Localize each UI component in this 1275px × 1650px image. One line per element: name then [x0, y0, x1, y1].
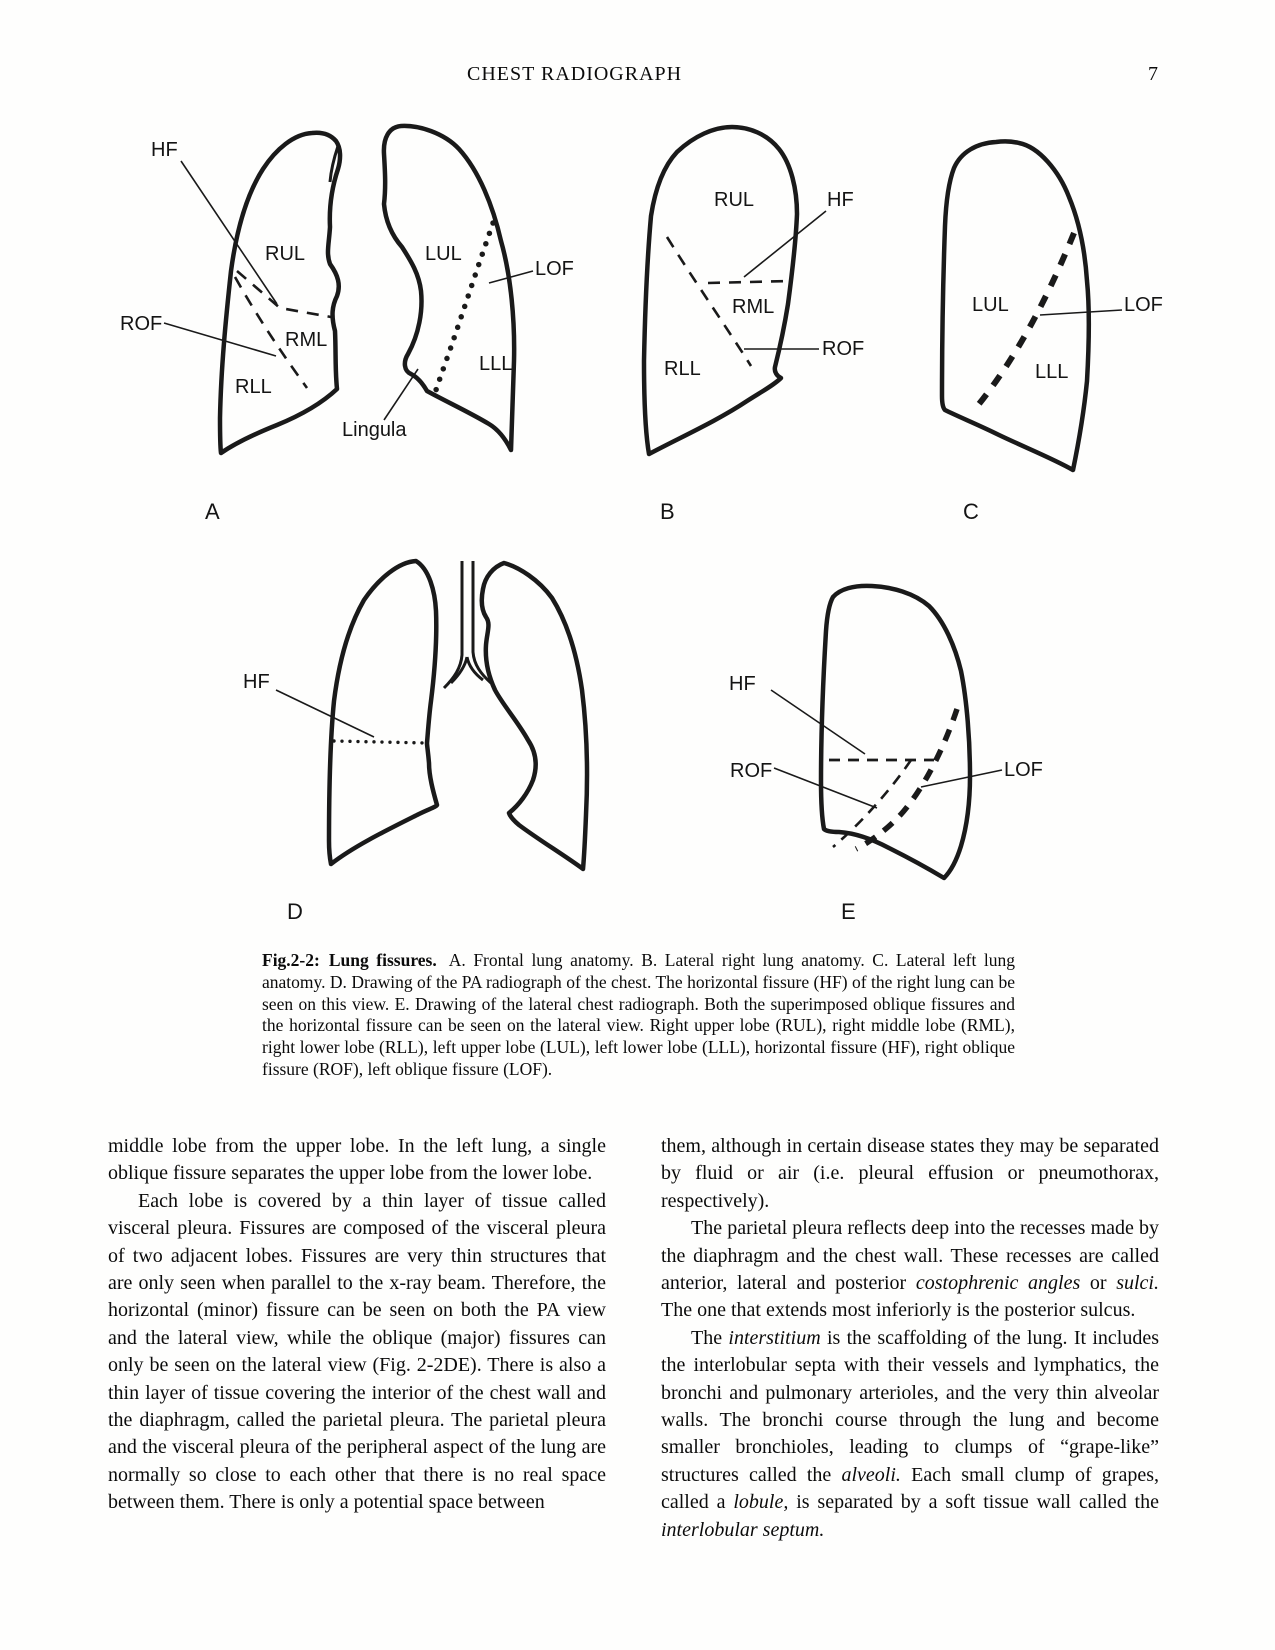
page-number: 7	[1148, 63, 1158, 85]
panel-e-label-rof: ROF	[730, 760, 773, 782]
trachea-left-line	[444, 561, 462, 688]
panel-a-label-rof: ROF	[120, 313, 163, 335]
panel-c-letter: C	[963, 499, 979, 524]
panel-c-drawing	[890, 120, 1145, 510]
figure-caption-text: A. Frontal lung anatomy. B. Lateral right lung anatomy. C. Lateral left lung anatomy. D. Drawing of the PA radiograph of the chest. The horizontal fissure (HF) of the right lung can be seen on this view. E. Drawing of the lateral chest radiograph. Both the superimposed oblique fissures and the horizontal fissure can be seen on the lateral view. Right upper lobe (RUL), right middle lobe (RML), right lower lobe (RLL), left upper lobe (LUL), left lower lobe (LLL), horizontal fissure (HF), right oblique fissure (ROF), left oblique fissure (LOF).	[262, 950, 1015, 1079]
figure-caption-title: Lung fissures.	[328, 950, 437, 970]
panel-e-drawing	[775, 555, 1010, 890]
body-paragraph: The interstitium is the scaffolding of the lung. It includes the interlobular septa with their vessels and lymphatics, the bronchi and pulmonary arterioles, and the very thin alveolar walls. The bronchi course through the lung and become smaller bronchioles, leading to clumps of “grape-like” structures called the alveoli. Each small clump of grapes, called a lobule, is separated by a soft tissue wall called the interlobular septum.	[661, 1326, 1159, 1541]
left-lung-lateral-outline	[942, 141, 1089, 470]
body-paragraph: them, although in certain disease states they may be separated by fluid or air (i.e. pleural effusion or pneumothorax, respectively).	[661, 1135, 1159, 1212]
lingula-leader-line	[384, 369, 418, 420]
figure-caption-number: Fig.2-2:	[262, 950, 320, 970]
hf-leader-line	[771, 690, 865, 754]
panel-e-label-hf: HF	[729, 673, 756, 695]
body-paragraph: middle lobe from the upper lobe. In the left lung, a single oblique fissure separates the upper lobe from the lower lobe.	[108, 1135, 606, 1185]
panel-a-label-rml: RML	[285, 329, 328, 351]
lof-leader-line	[1040, 310, 1122, 315]
panel-b-label-rll: RLL	[664, 358, 701, 380]
panel-a-drawing	[110, 112, 580, 462]
panel-a-label-rul: RUL	[265, 243, 306, 265]
panel-e-letter: E	[841, 899, 856, 924]
right-lung-outline	[329, 561, 437, 864]
horizontal-fissure-line	[334, 741, 427, 743]
left-oblique-fissure-line	[856, 709, 957, 849]
horizontal-fissure-line	[237, 271, 331, 317]
panel-a-label-lul: LUL	[425, 243, 462, 265]
body-right-column	[661, 1133, 1159, 1544]
right-lung-lateral-outline	[644, 127, 797, 454]
rof-leader-line	[774, 768, 877, 808]
body-left-column	[108, 1133, 606, 1517]
body-paragraph: Each lobe is covered by a thin layer of tissue called visceral pleura. Fissures are composed of the visceral pleura of two adjacent lobes. Fissures are very thin structures that are only seen when parallel to the x-ray beam. Therefore, the horizontal (minor) fissure can be seen on both the PA view and the lateral view, while the oblique (major) fissures can only be seen on the lateral view (Fig. 2-2DE). There is also a thin layer of tissue covering the interior of the chest wall and the diaphragm, called the parietal pleura. The parietal pleura and the visceral pleura of the peripheral aspect of the lung are normally so close to each other that there is no real space between them. There is only a potential space between	[108, 1189, 606, 1514]
panel-b-label-rul: RUL	[714, 189, 755, 211]
figure-caption	[262, 950, 1015, 1081]
horizontal-fissure-line	[708, 281, 791, 283]
panel-c-label-lof: LOF	[1124, 294, 1163, 316]
panel-d-label-hf: HF	[243, 671, 270, 693]
rof-leader-line	[164, 323, 276, 356]
panel-d-letter: D	[287, 899, 303, 924]
panel-a-label-hf: HF	[151, 139, 178, 161]
panel-a-label-rll: RLL	[235, 376, 272, 398]
panel-c-label-lll: LLL	[1035, 361, 1069, 383]
body-paragraph: The parietal pleura reflects deep into the recesses made by the diaphragm and the chest wall. These recesses are called anterior, lateral and posterior costophrenic angles or sulci. The one that extends most inferiorly is the posterior sulcus.	[661, 1217, 1159, 1322]
panel-a-label-lingula: Lingula	[342, 419, 407, 441]
running-head-title: CHEST RADIOGRAPH	[467, 63, 683, 85]
hf-leader-line	[276, 690, 374, 737]
hf-leader-line	[744, 211, 826, 277]
left-lung-outline	[384, 126, 514, 450]
panel-c-label-lul: LUL	[972, 294, 1009, 316]
panel-a-label-lof: LOF	[535, 258, 574, 280]
panel-a-letter: A	[205, 499, 220, 524]
right-lung-outline	[220, 133, 340, 453]
panel-e-label-lof: LOF	[1004, 759, 1043, 781]
lof-leader-line	[921, 770, 1002, 787]
panel-d-drawing	[285, 545, 600, 885]
left-lung-outline	[482, 563, 587, 869]
panel-a-label-lll: LLL	[479, 353, 513, 375]
panel-b-label-rof: ROF	[822, 338, 865, 360]
panel-b-label-hf: HF	[827, 189, 854, 211]
panel-b-letter: B	[660, 499, 675, 524]
panel-b-label-rml: RML	[732, 296, 775, 318]
